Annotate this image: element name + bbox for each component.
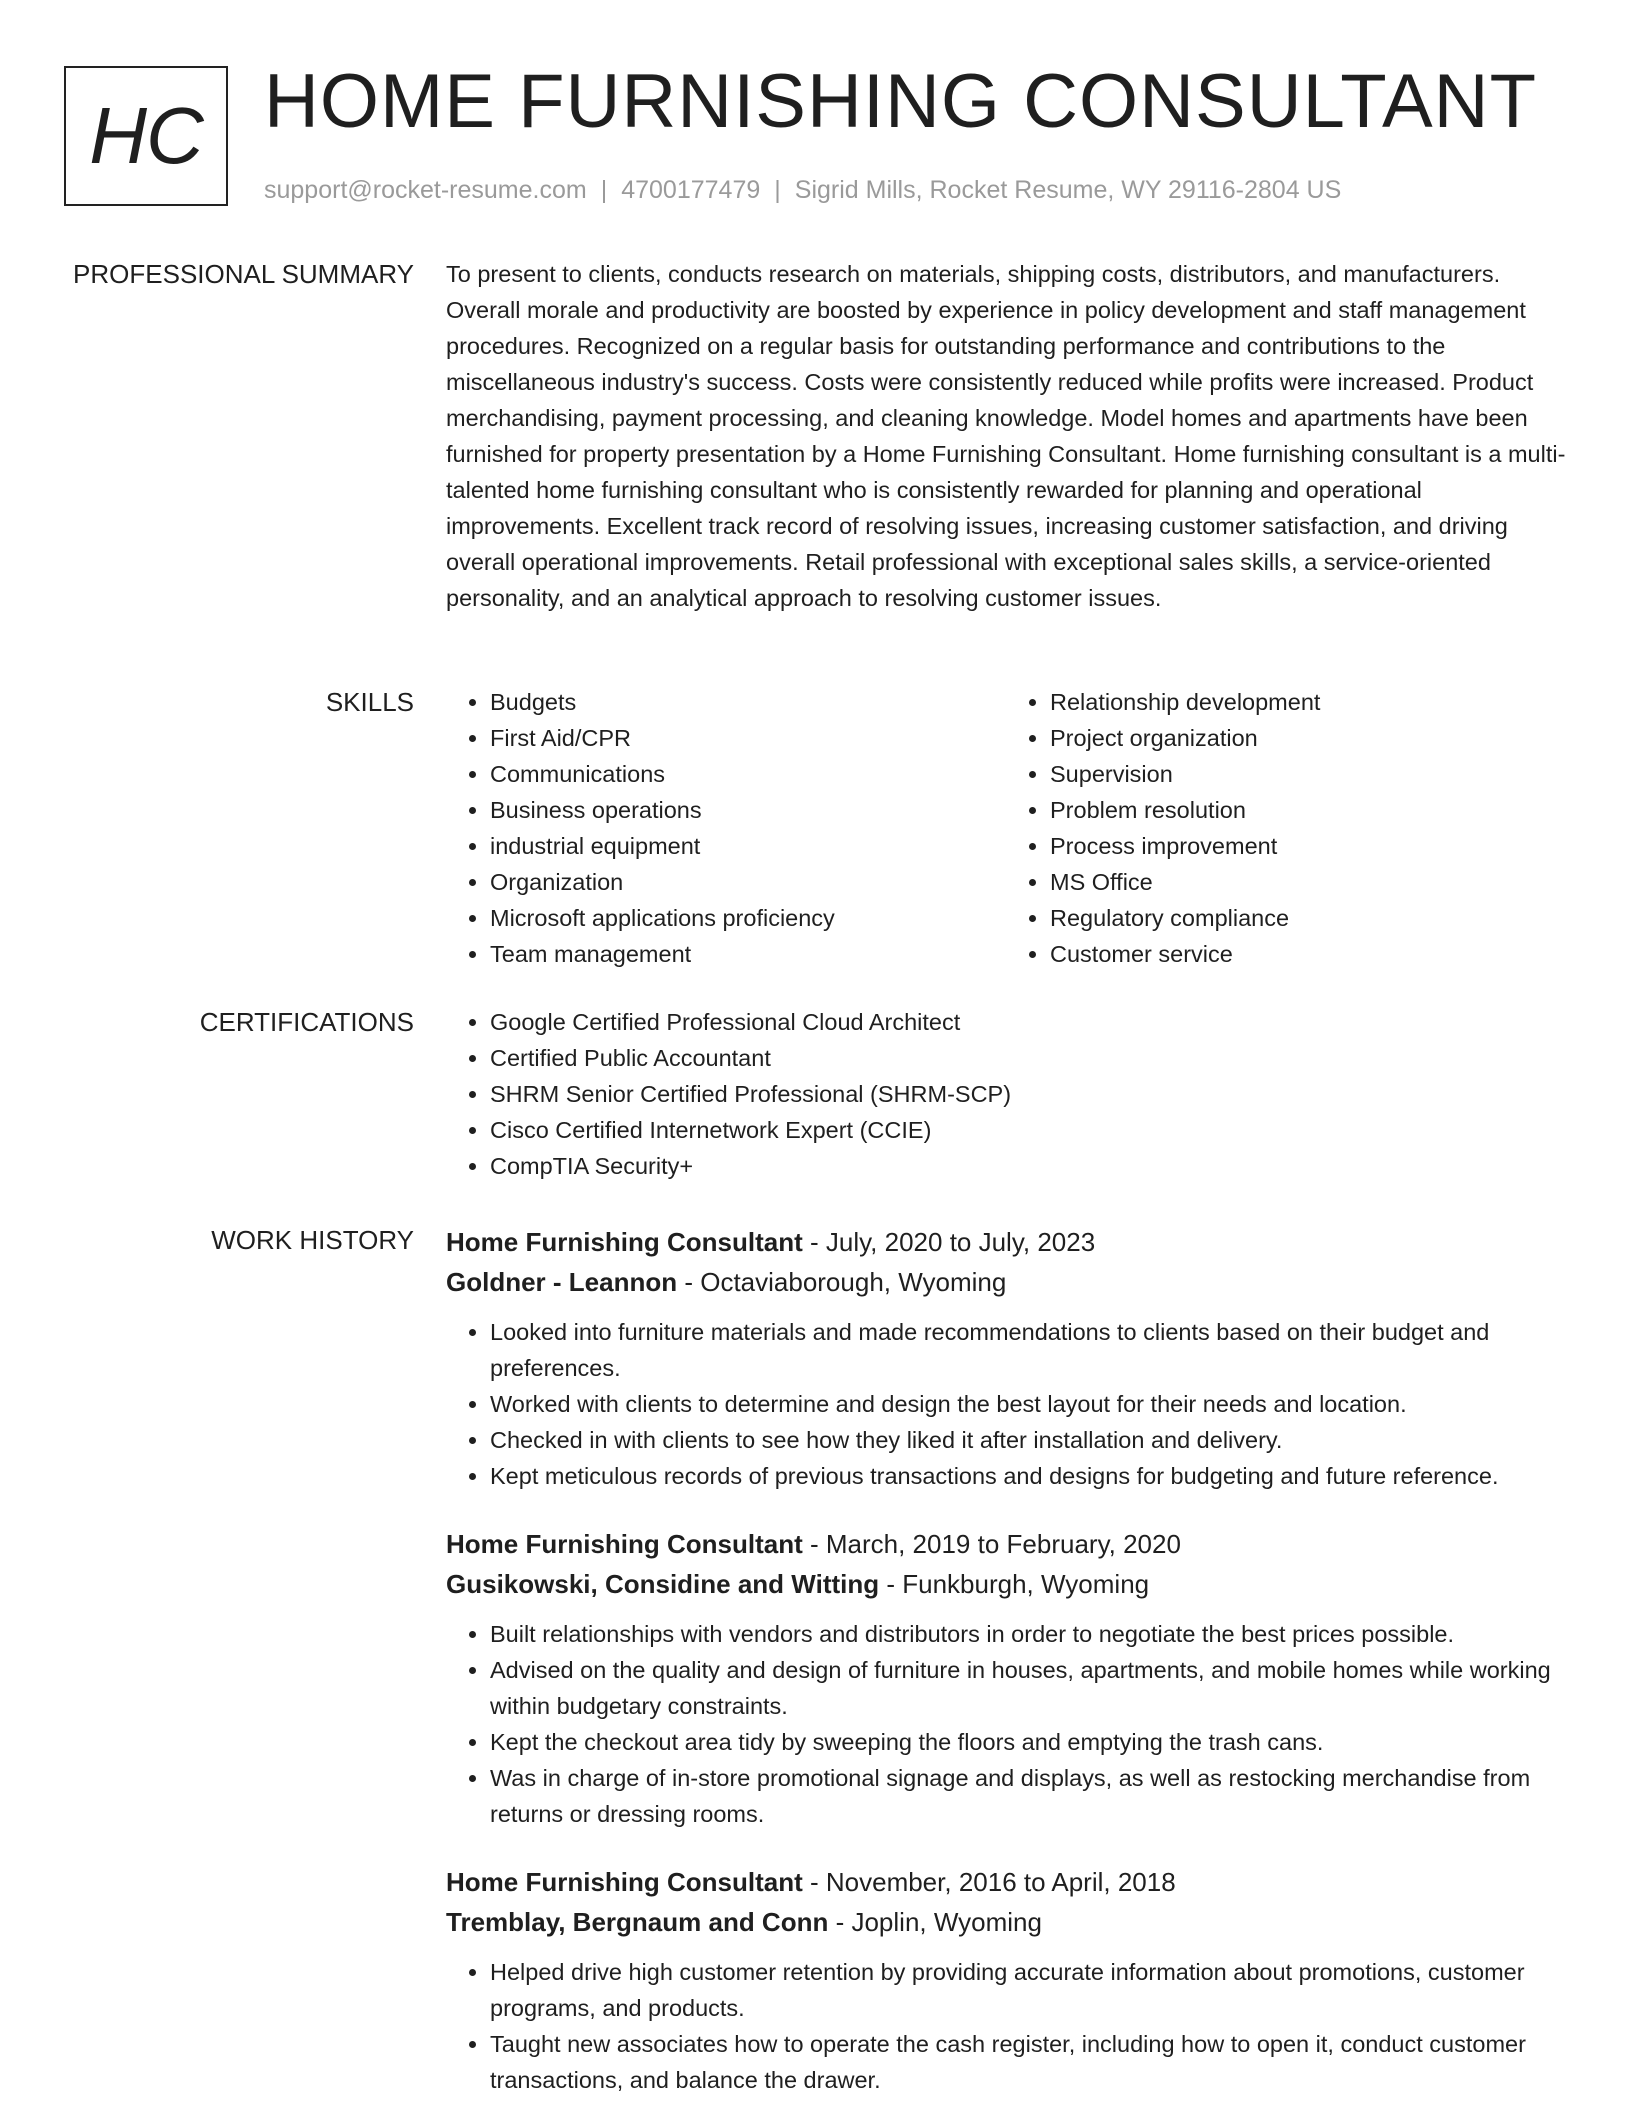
job-bullet: • Checked in with clients to see how they liked it after installation and delivery. bbox=[490, 1422, 1566, 1458]
skills-list-right bbox=[1006, 684, 1566, 972]
skill-item: • Organization bbox=[490, 864, 1006, 900]
job-title: Home Furnishing Consultant bbox=[446, 1529, 803, 1559]
job-company-line bbox=[446, 1902, 1566, 1942]
certifications-body bbox=[446, 1004, 1566, 1184]
section-label-certifications: CERTIFICATIONS bbox=[199, 1007, 414, 1037]
skill-item: • Business operations bbox=[490, 792, 1006, 828]
work-history-body bbox=[446, 1222, 1566, 2128]
contact-line bbox=[264, 174, 1341, 206]
skill-item: • Team management bbox=[490, 936, 1006, 972]
skills-list-left bbox=[446, 684, 1006, 972]
certification-item: • Google Certified Professional Cloud Architect bbox=[490, 1004, 1566, 1040]
skill-item: • Microsoft applications proficiency bbox=[490, 900, 1006, 936]
job-bullet: • Built relationships with vendors and distributors in order to negotiate the best prices possible. bbox=[490, 1616, 1566, 1652]
job-company: Gusikowski, Considine and Witting bbox=[446, 1569, 880, 1599]
skill-item: • First Aid/CPR bbox=[490, 720, 1006, 756]
section-label-skills: SKILLS bbox=[325, 687, 414, 717]
certification-item: • SHRM Senior Certified Professional (SHRM-SCP) bbox=[490, 1076, 1566, 1112]
job-title: Home Furnishing Consultant bbox=[446, 1867, 803, 1897]
contact-address: Sigrid Mills, Rocket Resume, WY 29116-2804 US bbox=[794, 176, 1342, 204]
monogram-badge: HC bbox=[64, 66, 228, 206]
job-location: - Octaviaborough, Wyoming bbox=[677, 1267, 1007, 1297]
certification-item: • Cisco Certified Internetwork Expert (CCIE) bbox=[490, 1112, 1566, 1148]
skill-item: • Regulatory compliance bbox=[1050, 900, 1566, 936]
skill-item: • Customer service bbox=[1050, 936, 1566, 972]
job-bullet: • Worked with clients to determine and design the best layout for their needs and location. bbox=[490, 1386, 1566, 1422]
job-company-line bbox=[446, 1564, 1566, 1604]
job-bullets bbox=[446, 1616, 1566, 1832]
job-title: Home Furnishing Consultant bbox=[446, 1227, 803, 1257]
job-dates: - March, 2019 to February, 2020 bbox=[802, 1529, 1181, 1559]
job-title-line bbox=[446, 1222, 1566, 1262]
section-label-summary: PROFESSIONAL SUMMARY bbox=[73, 259, 414, 289]
job-bullets bbox=[446, 1954, 1566, 2098]
skill-item: • Communications bbox=[490, 756, 1006, 792]
job-entry bbox=[446, 1222, 1566, 1494]
contact-phone[interactable]: 4700177479 bbox=[621, 176, 761, 204]
job-entry bbox=[446, 1524, 1566, 1832]
skills-body bbox=[446, 684, 1566, 972]
job-title-line bbox=[446, 1862, 1566, 1902]
job-dates: - July, 2020 to July, 2023 bbox=[802, 1227, 1096, 1257]
skill-item: • Process improvement bbox=[1050, 828, 1566, 864]
certification-item: • Certified Public Accountant bbox=[490, 1040, 1566, 1076]
job-bullet: • Kept the checkout area tidy by sweeping the floors and emptying the trash cans. bbox=[490, 1724, 1566, 1760]
certifications-list bbox=[446, 1004, 1566, 1184]
job-location: - Funkburgh, Wyoming bbox=[879, 1569, 1150, 1599]
job-bullets bbox=[446, 1314, 1566, 1494]
skill-item: • MS Office bbox=[1050, 864, 1566, 900]
job-bullet: • Kept meticulous records of previous transactions and designs for budgeting and future reference. bbox=[490, 1458, 1566, 1494]
contact-separator: | bbox=[600, 176, 608, 204]
job-company: Goldner - Leannon bbox=[446, 1267, 678, 1297]
job-bullet: • Was in charge of in-store promotional signage and displays, as well as restocking merchandise from returns or dressing rooms. bbox=[490, 1760, 1566, 1832]
job-company: Tremblay, Bergnaum and Conn bbox=[446, 1907, 829, 1937]
skill-item: • Budgets bbox=[490, 684, 1006, 720]
job-company-line bbox=[446, 1262, 1566, 1302]
skill-item: • Problem resolution bbox=[1050, 792, 1566, 828]
job-location: - Joplin, Wyoming bbox=[828, 1907, 1042, 1937]
job-bullet: • Taught new associates how to operate the cash register, including how to open it, conduct customer transactions, and balance the drawer. bbox=[490, 2026, 1566, 2098]
section-label-work-history: WORK HISTORY bbox=[211, 1225, 414, 1255]
candidate-name: HOME FURNISHING CONSULTANT bbox=[264, 59, 1537, 144]
job-bullet: • Looked into furniture materials and made recommendations to clients based on their budget and preferences. bbox=[490, 1314, 1566, 1386]
certification-item: • CompTIA Security+ bbox=[490, 1148, 1566, 1184]
job-dates: - November, 2016 to April, 2018 bbox=[802, 1867, 1176, 1897]
skill-item: • Relationship development bbox=[1050, 684, 1566, 720]
skill-item: • industrial equipment bbox=[490, 828, 1006, 864]
summary-text: To present to clients, conducts research on materials, shipping costs, distributors, and manufacturers. Overall morale and productivity are boosted by experience in policy development and staff management procedures. Recognized on a regular basis for outstanding performance and contributions to the miscellaneous industry's success. Costs were consistently reduced while profits were increased. Product merchandising, payment processing, and cleaning knowledge. Model homes and apartments have been furnished for property presentation by a Home Furnishing Consultant. Home furnishing consultant is a multi-talented home furnishing consultant who is consistently rewarded for planning and operational improvements. Excellent track record of resolving issues, increasing customer satisfaction, and driving overall operational improvements. Retail professional with exceptional sales skills, a service-oriented personality, and an analytical approach to resolving customer issues. bbox=[446, 261, 1566, 611]
skill-item: • Project organization bbox=[1050, 720, 1566, 756]
skill-item: • Supervision bbox=[1050, 756, 1566, 792]
contact-email[interactable]: support@rocket-resume.com bbox=[264, 176, 587, 204]
job-entry bbox=[446, 1862, 1566, 2098]
job-title-line bbox=[446, 1524, 1566, 1564]
job-bullet: • Advised on the quality and design of furniture in houses, apartments, and mobile homes while working within budgetary constraints. bbox=[490, 1652, 1566, 1724]
contact-separator: | bbox=[774, 176, 781, 204]
job-bullet: • Helped drive high customer retention by providing accurate information about promotions, customer programs, and products. bbox=[490, 1954, 1566, 2026]
